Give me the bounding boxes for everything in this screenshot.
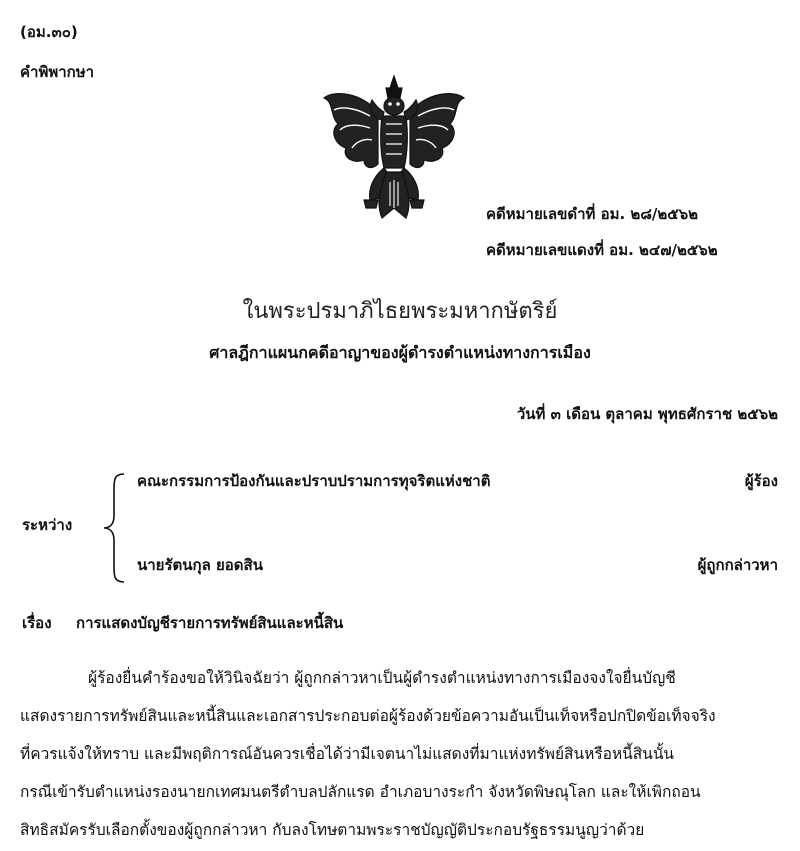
defendant-name: นายรัตนกุล ยอดสิน — [137, 556, 263, 574]
body-line: ที่ควรแจ้งให้ทราบ และมีพฤติการณ์อันควรเชื่อได้ว่ามีเจตนาไม่แสดงที่มาแห่งทรัพย์สินหรือหนี้สินนั้น — [20, 745, 675, 763]
body-line: กรณีเข้ารับตำแหน่งรองนายกเทศมนตรีตำบลปลักแรด อำเภอบางระกำ จังหวัดพิษณุโลก และให้เพิกถอน — [20, 783, 701, 801]
document-title: ในพระปรมาภิไธยพระมหากษัตริย์ — [242, 299, 558, 324]
subject-label: เรื่อง — [22, 614, 52, 632]
plaintiff-role: ผู้ร้อง — [744, 472, 778, 490]
red-case-number: คดีหมายเลขแดงที่ อม. ๒๔๗/๒๕๖๒ — [486, 241, 718, 259]
body-line: ผู้ร้องยื่นคำร้องขอให้วินิจฉัยว่า ผู้ถูกกล่าวหาเป็นผู้ดำรงตำแหน่งทางการเมืองจงใจยื่นบัญชี — [88, 669, 676, 687]
black-case-number: คดีหมายเลขดำที่ อม. ๒๘/๒๕๖๒ — [486, 205, 699, 223]
body-line: แสดงรายการทรัพย์สินและหนี้สินและเอกสารประกอบต่อผู้ร้องด้วยข้อความอันเป็นเท็จหรือปกปิดข้อเท็จจริง — [20, 707, 716, 725]
garuda-emblem-icon — [320, 72, 468, 222]
subject-text: การแสดงบัญชีรายการทรัพย์สินและหนี้สิน — [76, 614, 344, 632]
plaintiff-name: คณะกรรมการป้องกันและปราบปรามการทุจริตแห่งชาติ — [137, 472, 491, 490]
judgment-date: วันที่ ๓ เดือน ตุลาคม พุทธศักราช ๒๕๖๒ — [516, 405, 778, 423]
body-line: สิทธิสมัครรับเลือกตั้งของผู้ถูกกล่าวหา กับลงโทษตามพระราชบัญญัติประกอบรัฐธรรมนูญว่าด้วย — [20, 821, 645, 839]
defendant-role: ผู้ถูกกล่าวหา — [697, 556, 778, 574]
form-code: (อม.๓๐) — [20, 23, 78, 41]
between-label: ระหว่าง — [22, 516, 73, 534]
document-type: คำพิพากษา — [20, 63, 95, 81]
brace-icon — [100, 472, 130, 584]
court-name: ศาลฎีกาแผนกคดีอาญาของผู้ดำรงตำแหน่งทางการเมือง — [209, 343, 591, 362]
